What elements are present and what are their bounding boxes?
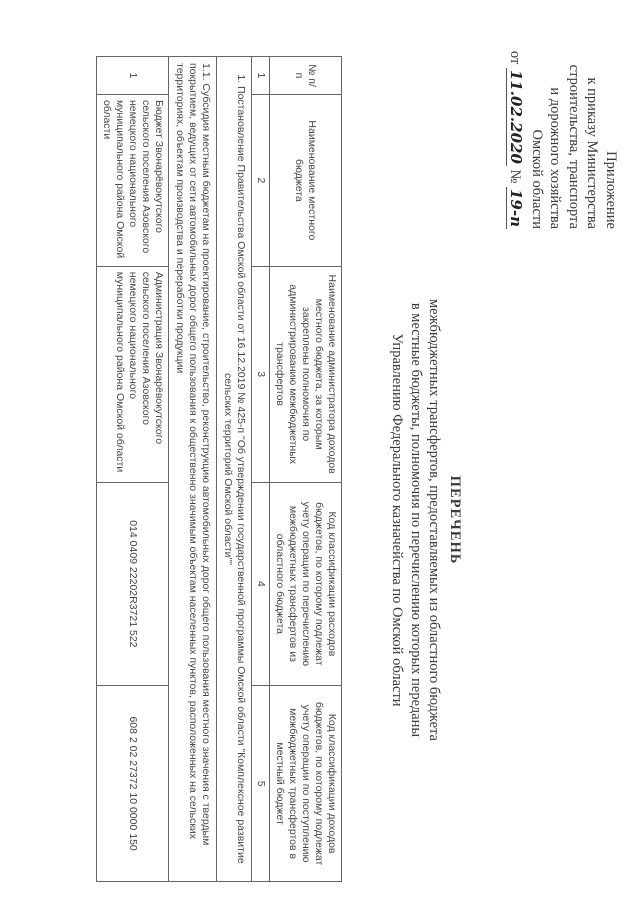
order-number-handwritten: 19-п	[507, 188, 526, 227]
column-number: 2	[252, 94, 270, 266]
header-expense-code: Код классификации расходов бюджетов, по которому подлежат учету операции по перечислению межбюджетных трансфертов из областного бюджета	[270, 482, 342, 686]
row-budget-name: Бюджет Звонарёвокутского сельского поселения Азовского немецкого национального муниципального района Омской области	[97, 94, 169, 266]
column-number: 4	[252, 482, 270, 686]
column-number: 1	[252, 57, 270, 95]
row-administrator: Администрация Звонарёвокутского сельского поселения Азовского немецкого национального муниципального района Омской области	[97, 266, 169, 482]
order-date-handwritten: 11.02.2020	[507, 69, 526, 164]
table-header-row	[270, 57, 342, 882]
section-1-1-title: 1.1. Субсидия местным бюджетам на проектирование, строительство, реконструкцию автомобильных дорог общего пользования местного значения с твердым покрытием, ведущих от сети автомобильных дорог общего пользования к общественно значимым объектам населенных пунктов, расположенных на сельских территориях, объектам производства и переработки продукции	[169, 57, 217, 882]
section-row	[217, 57, 252, 882]
section-1-title: 1. Постановление Правительства Омской области от 16.12.2019 № 425-п "Об утверждении государственной программы Омской области "Комплексное развитие сельских территорий Омской области""	[217, 57, 252, 882]
appendix-line-4: и дорожного хозяйства	[547, 87, 564, 229]
header-income-code: Код классификации доходов бюджетов, по которому подлежат учету операции по поступлению межбюджетных трансфертов в местный бюджет	[270, 686, 342, 882]
title-line-3: Управлению Федерального казначейства по Омской области	[389, 333, 406, 707]
header-administrator: Наименование администратора доходов местного бюджета, за которым закреплены полномочия по администрированию межбюджетных трансфертов	[270, 266, 342, 482]
column-number: 3	[252, 266, 270, 482]
row-expense-code: 014 0409 22202R3721 522	[97, 482, 169, 686]
date-prefix: от	[507, 50, 524, 65]
appendix-block	[506, 24, 620, 229]
appendix-line-1: Приложение	[603, 151, 619, 229]
title-line-2: в местные бюджеты, полномочия по перечислению которых переданы	[408, 302, 424, 738]
column-number: 5	[252, 686, 270, 882]
number-prefix: №	[507, 169, 524, 184]
title-line-1: межбюджетных трансфертов, предоставляемых из областного бюджета	[426, 299, 443, 741]
row-number: 1	[97, 57, 169, 95]
appendix-line-2: к приказу Министерства	[584, 77, 601, 229]
row-income-code: 608 2 02 27372 10 0000 150	[97, 686, 169, 882]
appendix-line-3: строительства, транспорта	[566, 64, 582, 229]
table-row	[97, 57, 169, 882]
subsection-row	[169, 57, 217, 882]
order-date-line	[506, 24, 526, 229]
appendix-line-5: Омской области	[529, 129, 545, 229]
header-budget-name: Наименование местного бюджета	[270, 94, 342, 266]
title-heading: ПЕРЕЧЕНЬ	[447, 475, 463, 565]
transfers-table	[96, 56, 342, 882]
document-title	[388, 200, 464, 840]
header-number: № п/п	[270, 57, 342, 95]
column-number-row	[252, 57, 270, 882]
